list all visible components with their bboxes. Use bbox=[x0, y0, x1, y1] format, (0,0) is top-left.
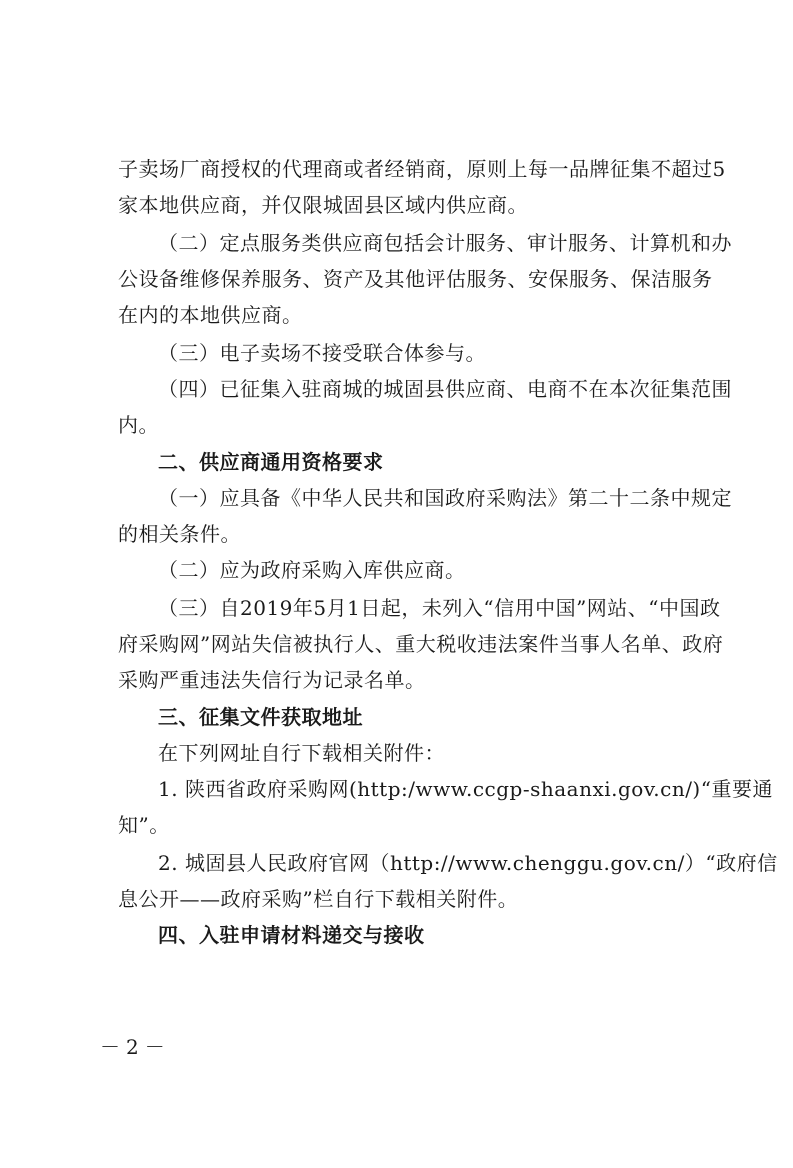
paragraph-item-3: （三）电子卖场不接受联合体参与。 bbox=[158, 341, 486, 365]
page-number: －2－ bbox=[100, 1035, 171, 1059]
body-text-line: 的相关条件。 bbox=[118, 522, 241, 546]
body-text-line: 家本地供应商，并仅限城固县区域内供应商。 bbox=[118, 193, 528, 217]
paragraph-item-1: （一）应具备《中华人民共和国政府采购法》第二十二条中规定 bbox=[158, 486, 732, 510]
paragraph-item-2: （二）定点服务类供应商包括会计服务、审计服务、计算机和办 bbox=[158, 231, 732, 255]
body-text-line: 息公开——政府采购”栏自行下载相关附件。 bbox=[118, 887, 519, 911]
paragraph-item-3: （三）自2019年5月1日起，未列入“信用中国”网站、“中国政 bbox=[158, 596, 721, 620]
link-item-2: 2. 城固县人民政府官网（http://www.chenggu.gov.cn/）“政府信 bbox=[158, 851, 778, 875]
section-heading-2: 二、供应商通用资格要求 bbox=[158, 450, 384, 474]
body-text-line: 采购严重违法失信行为记录名单。 bbox=[118, 668, 426, 692]
body-text-line: 内。 bbox=[118, 413, 159, 437]
section-heading-4: 四、入驻申请材料递交与接收 bbox=[158, 923, 425, 947]
body-text-line: 在内的本地供应商。 bbox=[118, 303, 303, 327]
body-text-line: 公设备维修保养服务、资产及其他评估服务、安保服务、保洁服务 bbox=[118, 267, 713, 291]
paragraph-item-4: （四）已征集入驻商城的城固县供应商、电商不在本次征集范围 bbox=[158, 377, 732, 401]
body-text-line: 子卖场厂商授权的代理商或者经销商，原则上每一品牌征集不超过5 bbox=[118, 157, 726, 181]
link-item-1: 1. 陕西省政府采购网(http:/www.ccgp-shaanxi.gov.cn/)“重要通 bbox=[158, 777, 773, 801]
section-heading-3: 三、征集文件获取地址 bbox=[158, 705, 363, 729]
paragraph-item-2: （二）应为政府采购入库供应商。 bbox=[158, 558, 466, 582]
body-text-line: 府采购网”网站失信被执行人、重大税收违法案件当事人名单、政府 bbox=[118, 632, 724, 656]
body-text-line: 知”。 bbox=[118, 813, 170, 837]
body-text-line: 在下列网址自行下载相关附件： bbox=[158, 741, 445, 765]
